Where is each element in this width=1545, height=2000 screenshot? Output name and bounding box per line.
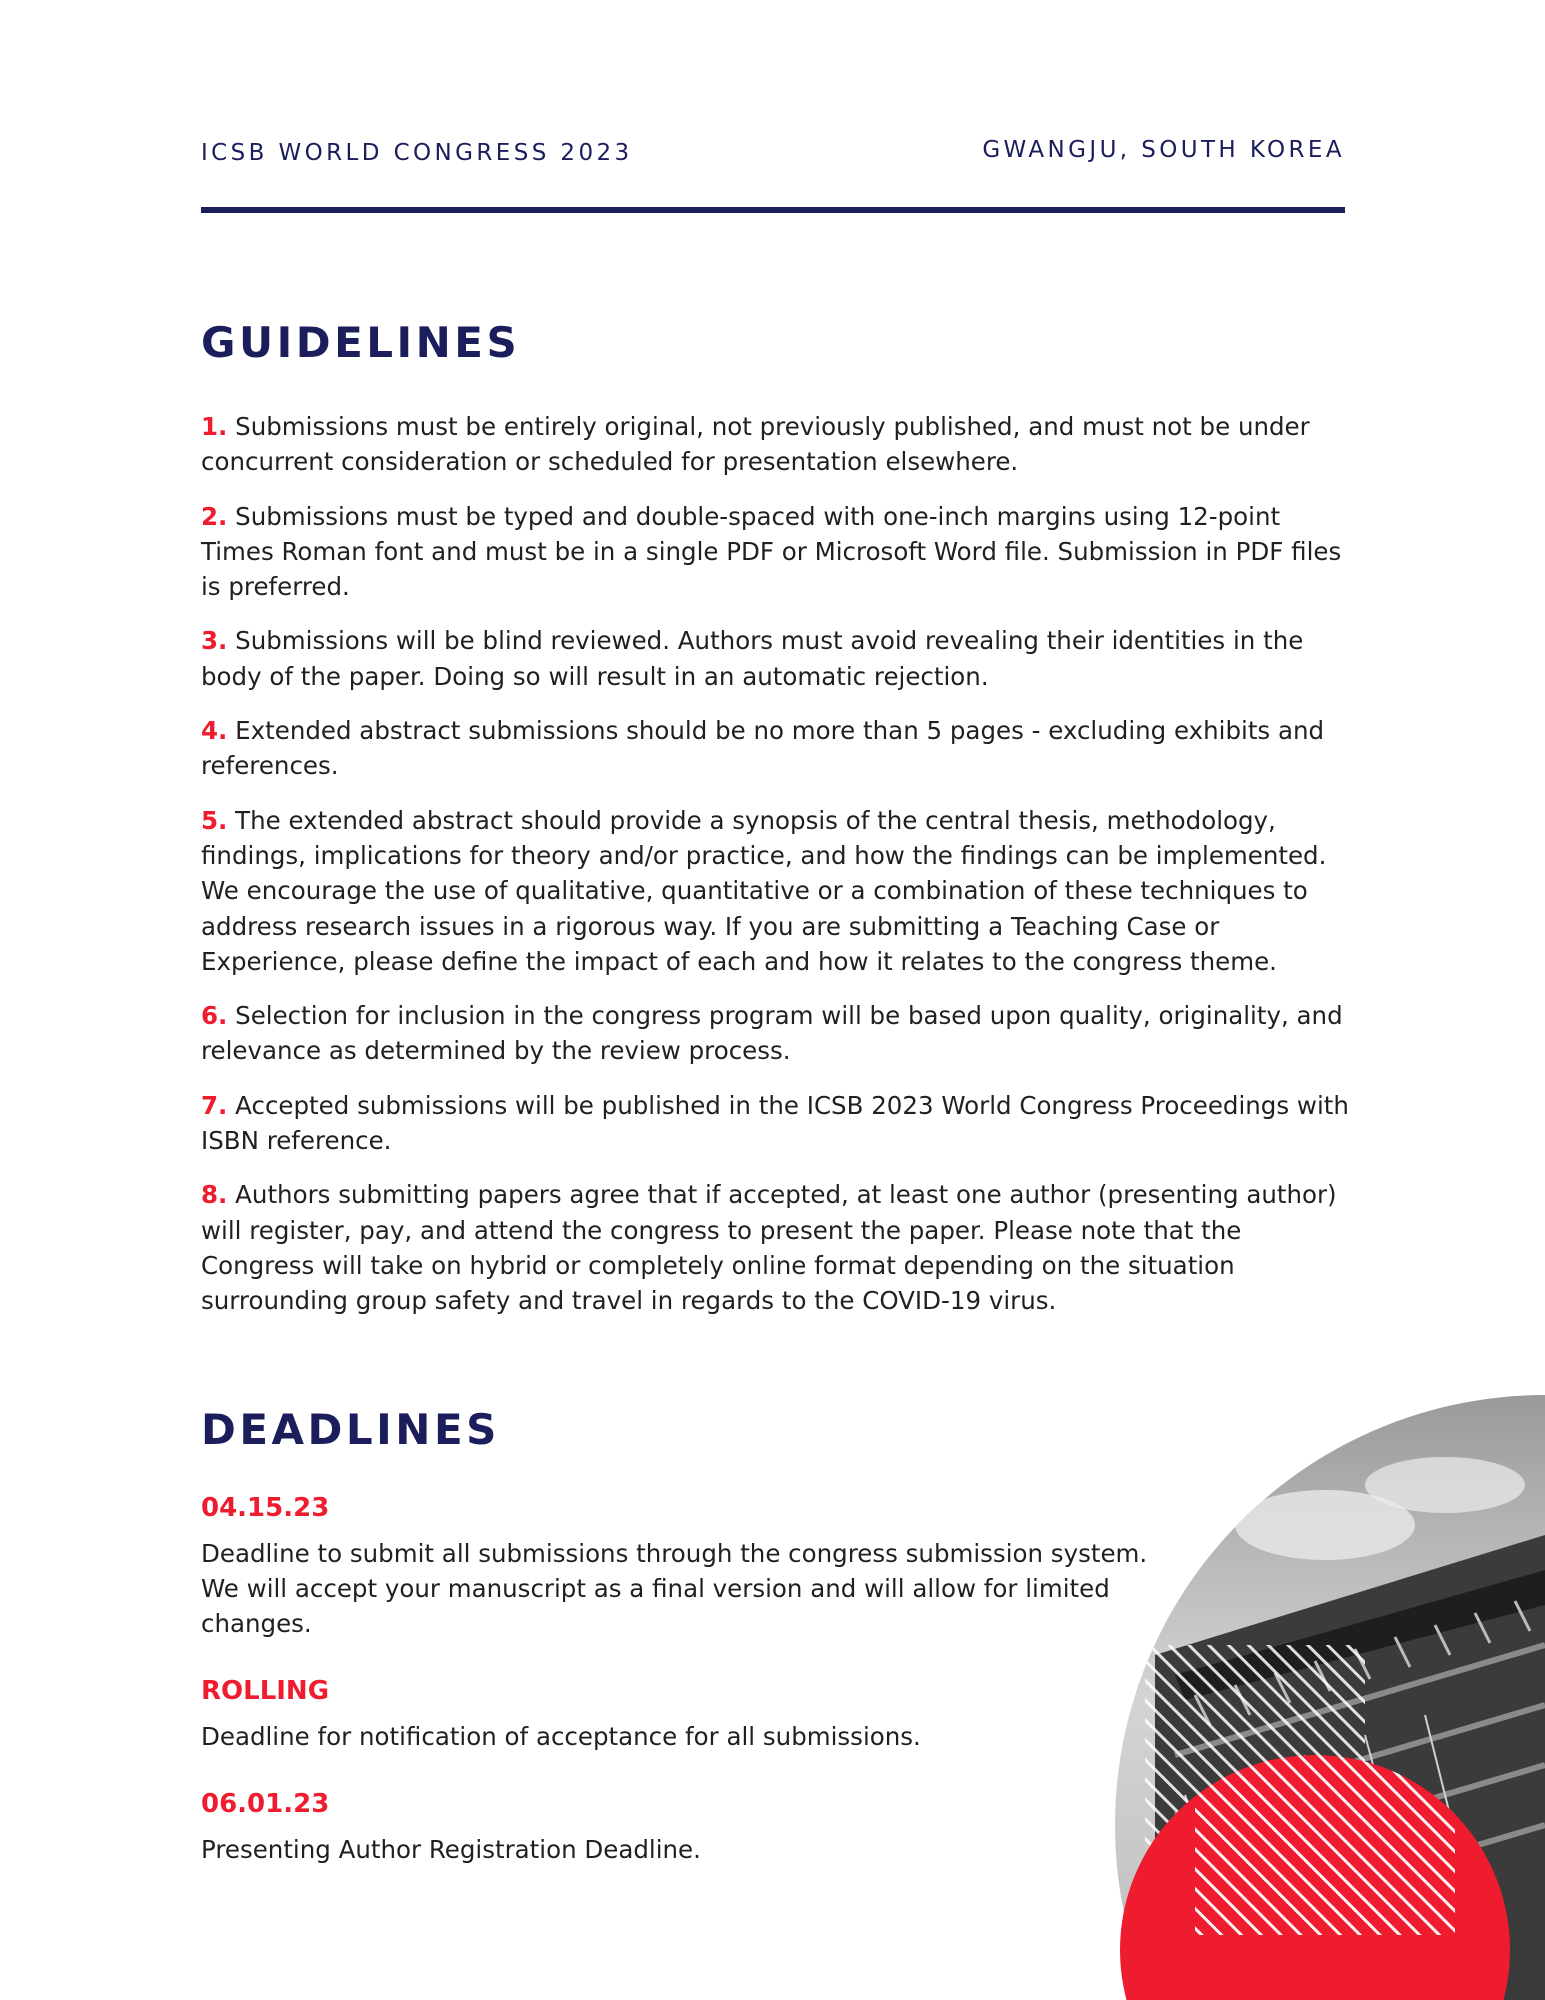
guideline-number: 4. <box>201 716 228 746</box>
guideline-item <box>201 803 1351 979</box>
deadline-item <box>201 1490 1181 1641</box>
header-divider <box>201 207 1345 213</box>
page-header <box>201 138 1345 178</box>
decorative-image <box>1115 1395 1545 2000</box>
guideline-item <box>201 1177 1351 1318</box>
header-location: GWANGJU, SOUTH KOREA <box>982 137 1345 163</box>
header-congress-title: ICSB WORLD CONGRESS 2023 <box>201 140 633 166</box>
deadlines-heading: DEADLINES <box>201 1405 500 1454</box>
deadline-date: 04.15.23 <box>201 1493 330 1523</box>
guideline-number: 3. <box>201 626 228 656</box>
guideline-number: 1. <box>201 412 228 441</box>
deadline-description: Presenting Author Registration Deadline. <box>201 1835 701 1864</box>
deadline-date: 06.01.23 <box>201 1789 330 1819</box>
guideline-text: Submissions must be entirely original, not previously published, and must not be under concurrent consideration or scheduled for presentation elsewhere. <box>201 412 1310 477</box>
guideline-number: 8. <box>201 1180 228 1210</box>
guideline-text: Extended abstract submissions should be no more than 5 pages - excluding exhibits and references. <box>201 716 1325 781</box>
deadline-description: Deadline for notification of acceptance for all submissions. <box>201 1722 921 1751</box>
guideline-text: Submissions must be typed and double-spaced with one-inch margins using 12-point Times Roman font and must be in a single PDF or Microsoft Word file. Submission in PDF files is preferred. <box>201 501 1342 602</box>
guidelines-heading: GUIDELINES <box>201 318 521 367</box>
deadlines-list <box>201 1490 1181 1899</box>
guideline-item <box>201 623 1351 694</box>
guideline-text: Selection for inclusion in the congress program will be based upon quality, originality, and relevance as determined by the review process. <box>201 1001 1343 1066</box>
deadline-description: Deadline to submit all submissions through the congress submission system. We will accept your manuscript as a final version and will allow for limited changes. <box>201 1539 1148 1638</box>
guideline-item <box>201 713 1351 784</box>
guideline-number: 6. <box>201 1001 228 1031</box>
deadline-item <box>201 1673 1181 1754</box>
deadline-date: ROLLING <box>201 1676 330 1706</box>
guideline-text: Submissions will be blind reviewed. Authors must avoid revealing their identities in the body of the paper. Doing so will result in an automatic rejection. <box>201 626 1304 691</box>
guideline-number: 7. <box>201 1090 228 1120</box>
guidelines-list <box>201 409 1351 1338</box>
guideline-item <box>201 1088 1351 1159</box>
guideline-number: 5. <box>201 805 228 835</box>
guideline-text: Authors submitting papers agree that if accepted, at least one author (presenting author) will register, pay, and attend the congress to present the paper. Please note that the Congress will take on hybrid or completely online format depending on the situation surrounding group safety and travel in regards to the COVID-19 virus. <box>201 1180 1337 1316</box>
guideline-number: 2. <box>201 501 228 531</box>
deadline-item <box>201 1786 1181 1867</box>
guideline-item <box>201 998 1351 1069</box>
guideline-text: Accepted submissions will be published in the ICSB 2023 World Congress Proceedings with ISBN reference. <box>201 1090 1349 1156</box>
guideline-text: The extended abstract should provide a synopsis of the central thesis, methodology, findings, implications for theory and/or practice, and how the findings can be implemented. We encourage the use of qualitative, quantitative or a combination of these techniques to address research issues in a rigorous way. If you are submitting a Teaching Case or Experience, please define the impact of each and how it relates to the congress theme. <box>201 805 1327 976</box>
guideline-item <box>201 499 1351 605</box>
guideline-item <box>201 409 1351 480</box>
